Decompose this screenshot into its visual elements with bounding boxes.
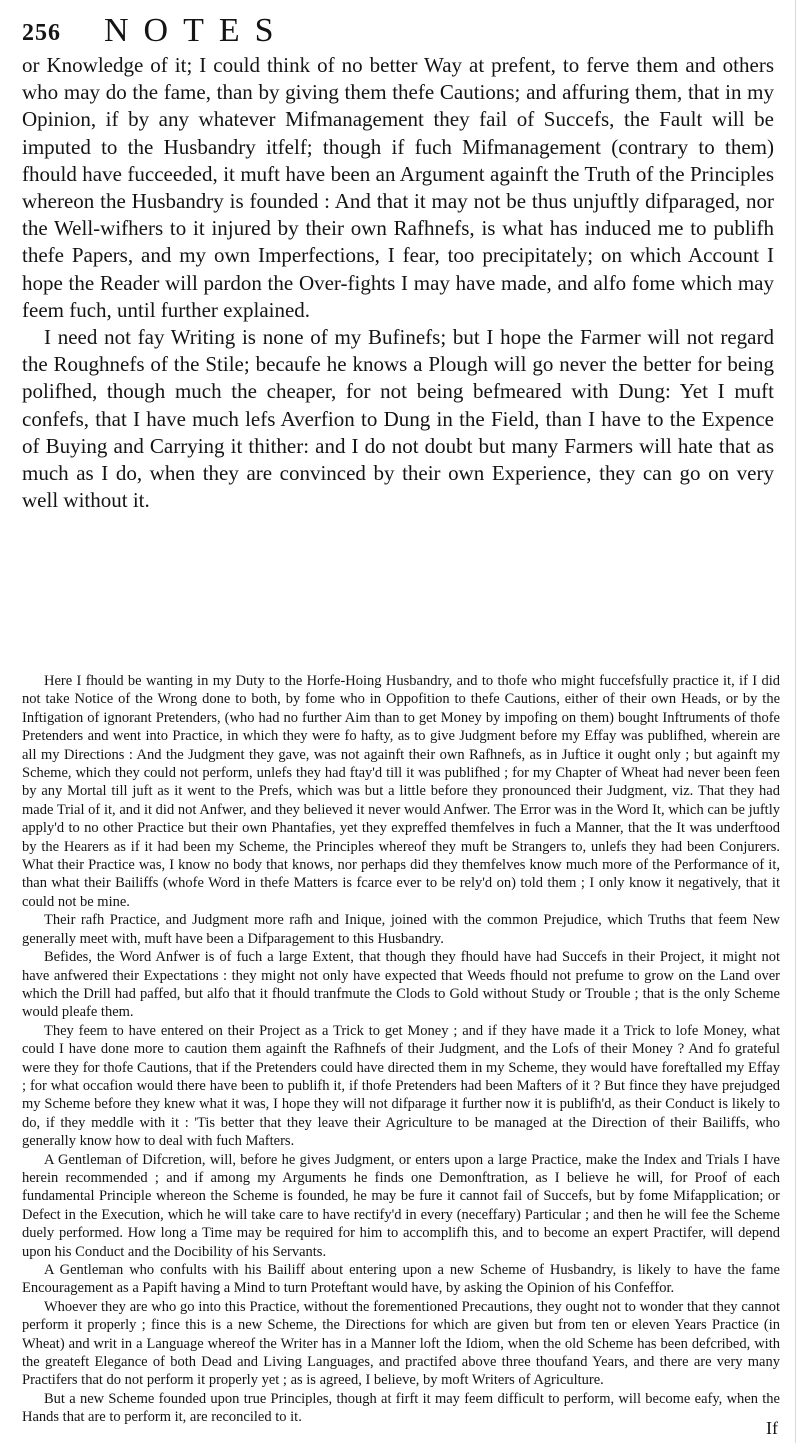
page-edge-shadow: [795, 0, 796, 1443]
note-paragraph: They feem to have entered on their Project as a Trick to get Money ; and if they have made it a Trick to lofe Money, what could I have done more to caution them againft the Rafhnefs of their Judgment, and the Lofs of their Money ? And fo grateful were they for thofe Cautions, that if the Pretenders could have directed them in my Scheme, they would have foreftalled my Effay ; for what occafion would there have been to publifh it, if thofe Pretenders had been Mafters of it ? But fince they have prejudged my Scheme before they knew what it was, I hope they will not difparage it further now it is publifh'd, as their Conduct is likely to do, if they meddle with it : 'Tis better that they leave their Agriculture to be managed at the Direction of their Bailiffs, who generally know how to deal with fuch Mafters.: [22, 1022, 780, 1150]
book-page: [22, 0, 780, 1443]
main-paragraph: I need not fay Writing is none of my Bufinefs; but I hope the Farmer will not regard the Roughnefs of the Stile; becaufe he knows a Plough will go never the better for being polifhed, though much the cheaper, for not being befmeared with Dung: Yet I muft confefs, that I have much lefs Averfion to Dung in the Field, than I have to the Expence of Buying and Carrying it thither: and I do not doubt but many Farmers will hate that as much as I do, when they are convinced by their own Experience, they can go on very well without it.: [22, 325, 774, 513]
page-number: 256: [22, 20, 61, 46]
main-text: [22, 52, 774, 514]
note-paragraph: Whoever they are who go into this Practice, without the forementioned Precautions, they ought not to wonder that they cannot perform it properly ; fince this is a new Scheme, the Directions for which are given but from ten or eleven Years Practice (in Wheat) and writ in a Language whereof the Writer has in a Manner loft the Idiom, when the old Scheme has been defcribed, with the greateft Elegance of both Dead and Living Languages, and practifed above three thoufand Years, and there are very many Practifers that do not perform it properly yet ; as is agreed, I believe, by moft Writers of Agriculture.: [22, 1298, 780, 1389]
note-paragraph: Their rafh Practice, and Judgment more rafh and Inique, joined with the common Prejudice, which Truths that feem New generally meet with, muft have been a Difparagement to this Husbandry.: [22, 912, 780, 947]
note-paragraph: Here I fhould be wanting in my Duty to the Horfe-Hoing Husbandry, and to thofe who might fuccefsfully practice it, if I did not take Notice of the Wrong done to both, by fome who in Oppofition to thefe Cautions, either of their own Heads, or by the Inftigation of ignorant Pretenders, (who had no further Aim than to get Money by impofing on them) bought Inftruments of thofe Pretenders and went into Practice, in which they were fo hafty, as to give Judgment before my Effay was publifhed, wherein are all my Directions : And the Judgment they gave, was not againft their own Rafhnefs, as in Juftice it ought only ; but againft my Scheme, which they could not perform, unlefs they had ftay'd till it was publifhed ; for my Chapter of Wheat had never been feen by any Mortal till juft as it went to the Prefs, which was but a little before they pronounced their Judgment, viz. That they had made Trial of it, and it did not Anfwer, and they believed it never would Anfwer. The Error was in the Word It, which can be juftly apply'd to no other Practice but their own Phantafies, yet they expreffed themfelves in fuch a Manner, that the It was underftood by the Hearers as if it had been my Scheme, the Principles whereof they muft be Strangers to, unlefs they had been Conjurers. What their Practice was, I know no body that knows, nor perhaps did they themfelves know much more of the Performance of it, than what their Bailiffs (whofe Word in thefe Matters is fcarce ever to be rely'd on) told them ; I only know it negatively, that it could not be mine.: [22, 673, 780, 910]
notes-section: [22, 672, 780, 1427]
page-header: [22, 12, 780, 52]
catchword: If: [766, 1418, 778, 1438]
note-paragraph: A Gentleman who confults with his Bailiff about entering upon a new Scheme of Husbandry, is likely to have the fame Encouragement as a Papift having a Mind to turn Proteftant would have, by asking the Opinion of his Confeffor.: [22, 1262, 780, 1297]
running-head: NOTES: [104, 12, 289, 49]
note-paragraph: But a new Scheme founded upon true Principles, though at firft it may feem difficult to perform, will become eafy, when the Hands that are to perform it, are reconciled to it.: [22, 1390, 780, 1426]
note-paragraph: A Gentleman of Difcretion, will, before he gives Judgment, or enters upon a large Practice, make the Index and Trials I have herein recommended ; and if among my Arguments he finds one Demonftration, as I believe he will, for Proof of each fundamental Principle whereon the Scheme is founded, he may be fure it cannot fail of Succefs, but by fome Mifapplication; or Defect in the Execution, which he will take care to have rectify'd in every (neceffary) Particular ; and then he will fee the Scheme duely performed. How long a Time may be required for him to accomplifh this, and to become an expert Practifer, will depend upon his Conduct and the Docibility of his Servants.: [22, 1151, 780, 1260]
main-paragraph: or Knowledge of it; I could think of no better Way at prefent, to ferve them and others who may do the fame, than by giving them thefe Cautions; and affuring them, that in my Opinion, if by any whatever Mifmanagement they fail of Succefs, the Fault will be imputed to the Husbandry itfelf; though if fuch Mifmanagement (contrary to them) fhould have fucceeded, it muft have been an Argument againft the Truth of the Principles whereon the Husbandry is founded : And that it may not be thus unjuftly difparaged, nor the Well-wifhers to it injured by their own Rafhnefs, is what has induced me to publifh thefe Papers, and my own Imperfections, I fear, too precipitately; on which Account I hope the Reader will pardon the Over-fights I may have made, and alfo fome which may feem fuch, until further explained.: [22, 53, 774, 322]
note-paragraph: Befides, the Word Anfwer is of fuch a large Extent, that though they fhould have had Succefs in their Project, it might not have anfwered their Expectations : they might not only have expected that Weeds fhould not prefume to grow on the Land over which the Drill had paffed, but alfo that it fhould tranfmute the Clods to Gold without Study or Trouble ; that is the only Scheme would pleafe them.: [22, 949, 780, 1021]
